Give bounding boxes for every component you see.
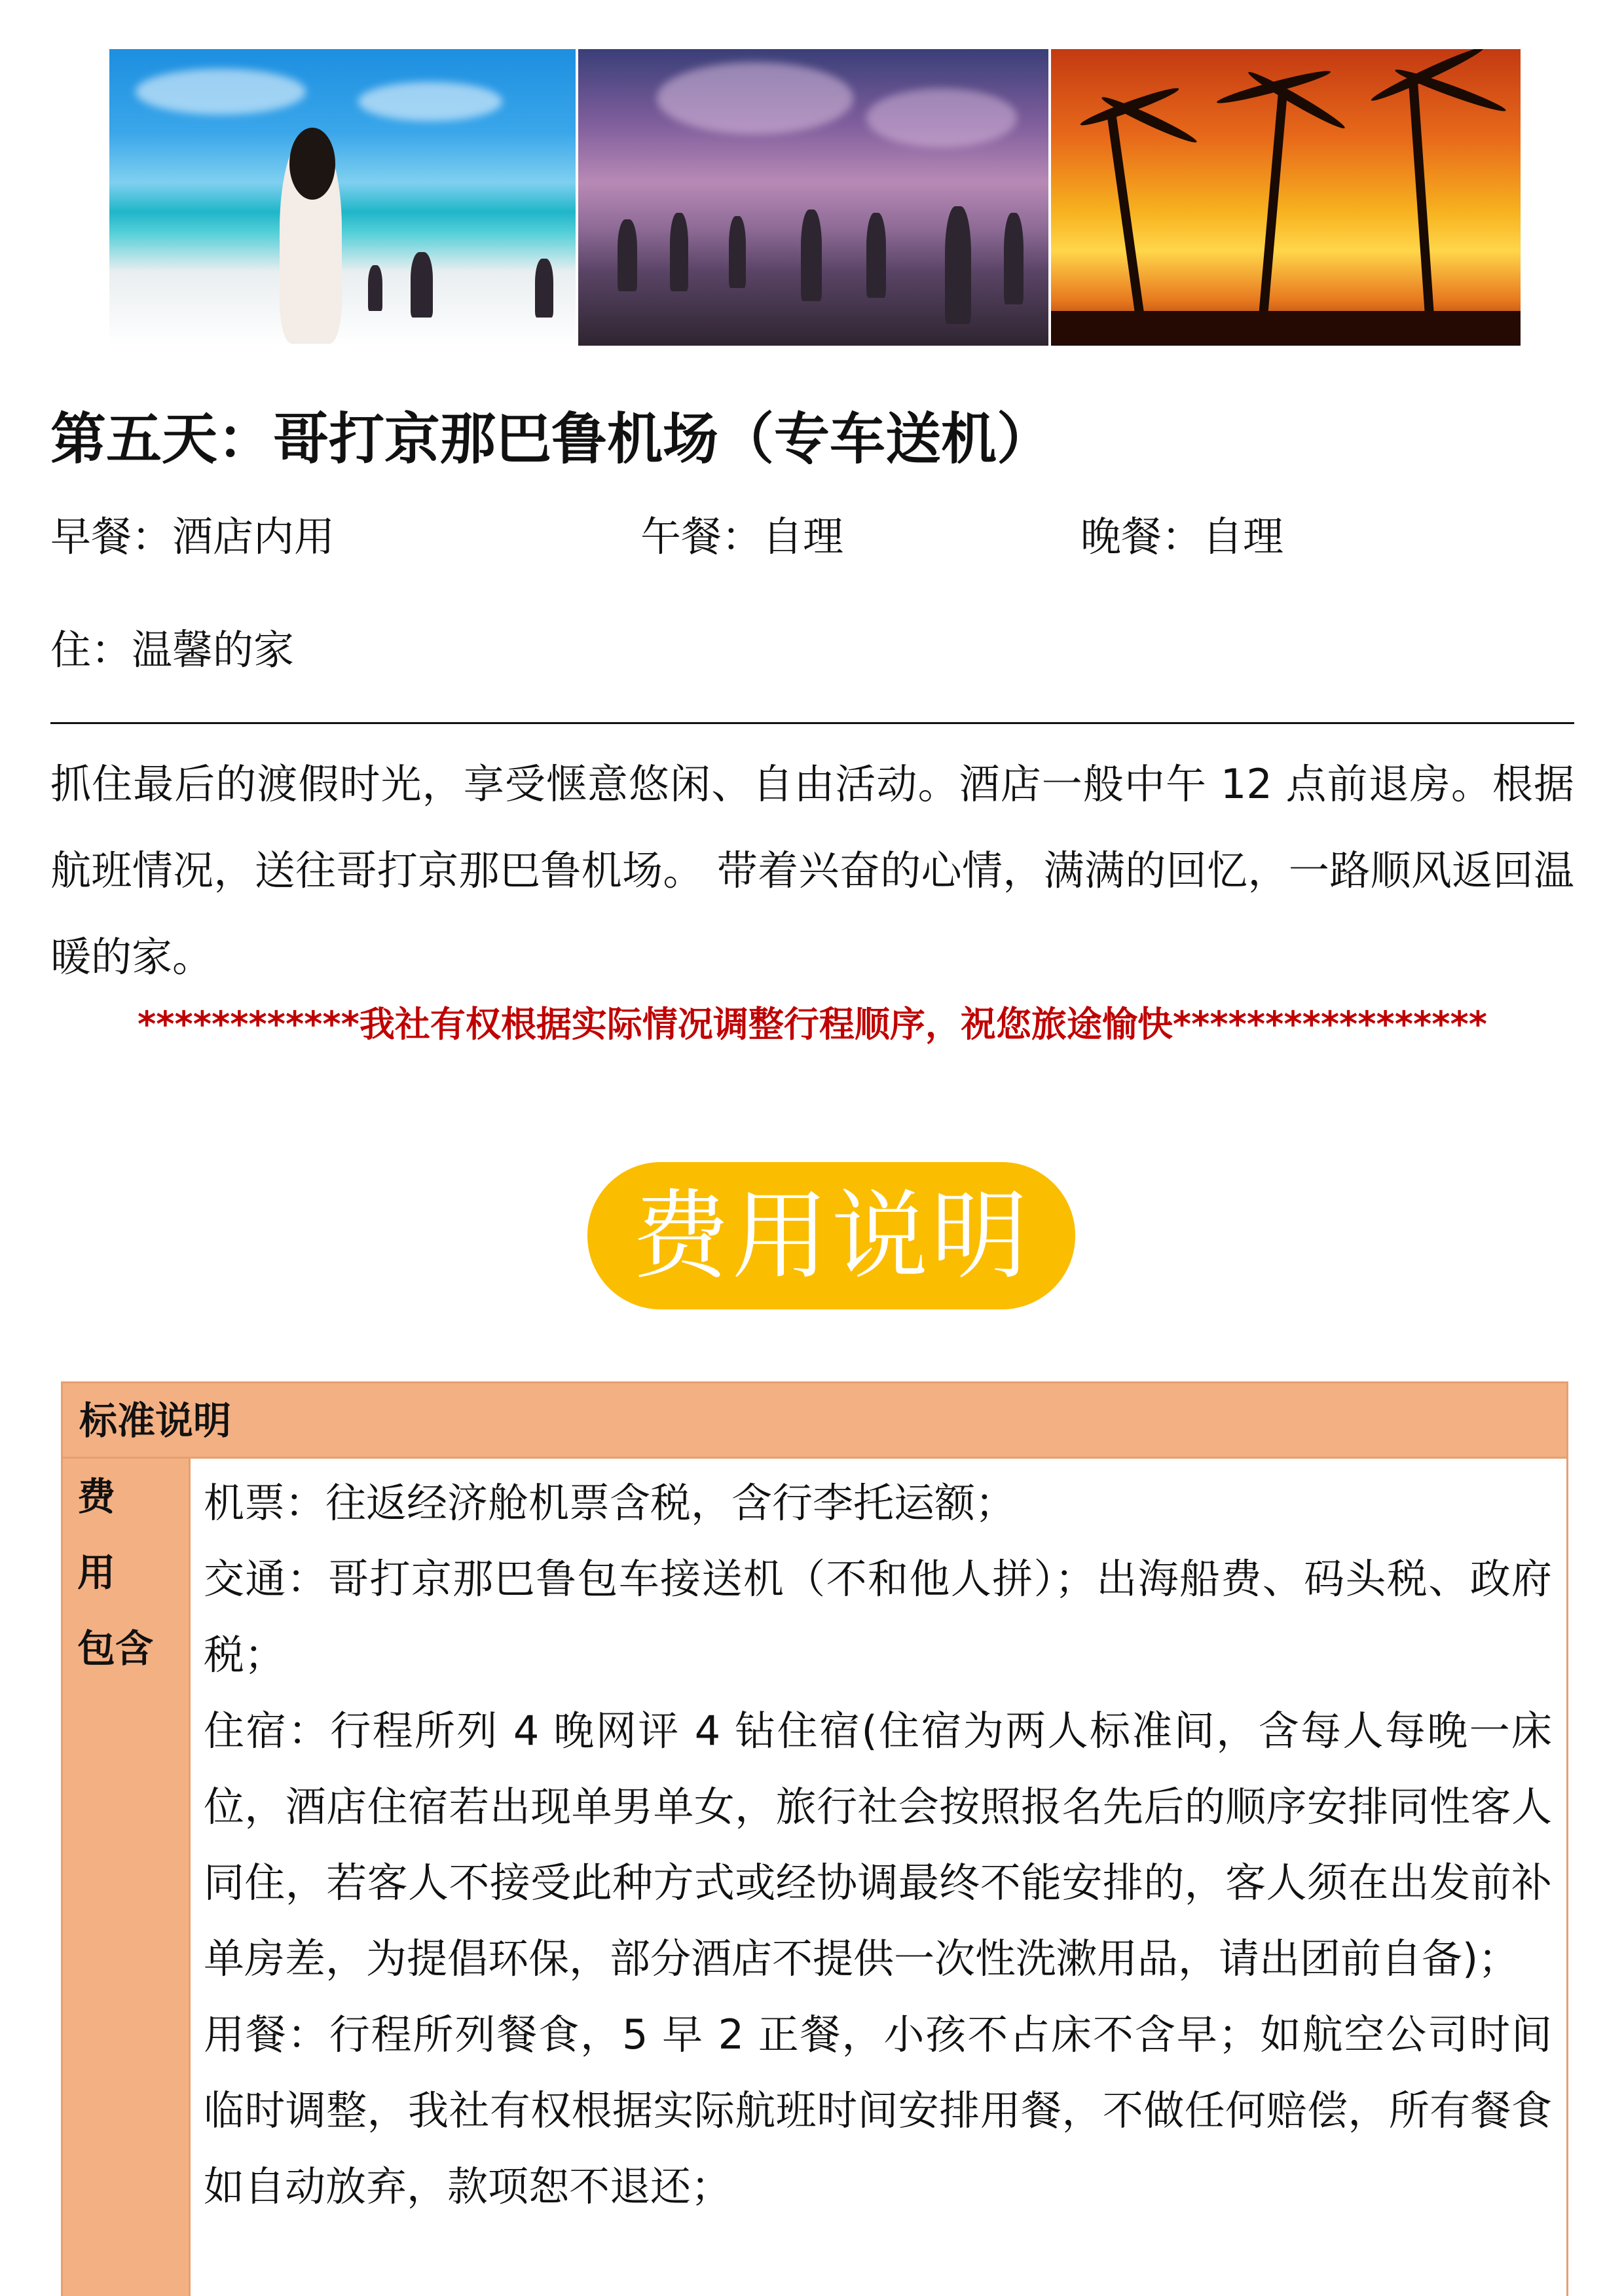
- item-meals: 用餐：行程所列餐食，5 早 2 正餐，小孩不占床不含早；如航空公司时间临时调整，我社有权根据实际航班时间安排用餐，不做任何赔偿，所有餐食如自动放弃，款项恕不退还；: [204, 2011, 1552, 2210]
- palm-sunset-photo: [1051, 49, 1521, 346]
- section-title-badge: [587, 1162, 1075, 1309]
- day-title: 第五天：哥打京那巴鲁机场（专车送机）: [50, 407, 1053, 472]
- fee-included-label-cell: [63, 1459, 191, 2296]
- dinner-info: 晚餐：自理: [1080, 513, 1284, 560]
- breakfast-info: 早餐：酒店内用: [50, 513, 335, 560]
- photo-strip: [109, 49, 1521, 346]
- lunch-info: 午餐：自理: [640, 513, 844, 560]
- divider: [50, 722, 1574, 724]
- table-header: 标准说明: [63, 1383, 1566, 1459]
- fee-included-label-line2: 包含: [77, 1626, 154, 1671]
- item-accommodation: 住宿：行程所列 4 晚网评 4 钻住宿(住宿为两人标准间，含每人每晚一床位，酒店住宿若出现单男单女，旅行社会按照报名先后的顺序安排同性客人同住，若客人不接受此种方式或经协调最终不能安排的，客人须在出发前补单房差，为提倡环保，部分酒店不提供一次性洗漱用品，请出团前自备)；: [204, 1707, 1552, 1982]
- sea-crowd-photo: [578, 49, 1048, 346]
- fee-table: [61, 1381, 1568, 2296]
- item-transport: 交通：哥打京那巴鲁包车接送机（不和他人拼）；出海船费、码头税、政府税；: [204, 1555, 1552, 1679]
- fee-included-label-line1: 费用: [77, 1474, 136, 1595]
- accommodation-info: 住：温馨的家: [50, 626, 295, 674]
- section-title: 费用说明: [632, 1179, 1031, 1292]
- item-airfare: 机票：往返经济舱机票含税，含行李托运额；: [204, 1479, 1016, 1527]
- itinerary-notice: ************我社有权根据实际情况调整行程顺序，祝您旅途愉快*****************: [138, 1004, 1487, 1045]
- day-description: 抓住最后的渡假时光，享受惬意悠闲、自由活动。酒店一般中午 12 点前退房。根据航班情况，送往哥打京那巴鲁机场。 带着兴奋的心情，满满的回忆，一路顺风返回温暖的家。: [50, 760, 1574, 981]
- beach-girl-photo: [109, 49, 576, 346]
- fee-included-content: [204, 1465, 1552, 2225]
